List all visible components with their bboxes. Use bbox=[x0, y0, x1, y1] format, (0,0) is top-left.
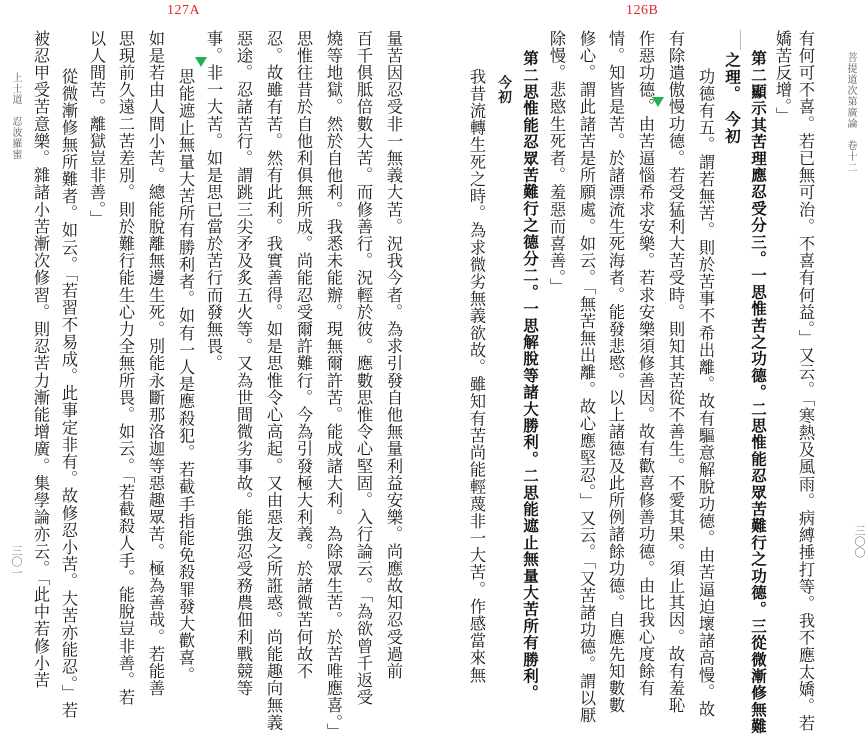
left-col-3: 燒等地獄。然於自他利。我悉未能辦。現無爾許苦。能成諸大利。為除眾生苦。於苦唯應喜。」 bbox=[324, 30, 343, 740]
green-triangle-marker-icon[interactable] bbox=[652, 97, 664, 107]
right-page-number: 三〇〇 bbox=[853, 525, 866, 558]
right-col-1: 有何可不喜。若已無可治。不喜有何益。」又云。「寒熱及風雨。病縛捶打等。我不應太嬌。若 bbox=[796, 30, 815, 732]
left-col-4: 思惟往昔於自他利俱無所成。尚能忍受爾許難行。今為引發極大利義。於諸微苦何故不 bbox=[294, 30, 313, 680]
left-col-12: 從微漸修無所難者。如云。「若習不易成。此事定非有。故修忍小苦。大苦亦能忍。」若 bbox=[59, 68, 78, 719]
right-page-margin-title: 菩提道次第廣論 卷十二 bbox=[845, 52, 856, 173]
left-col-8: 思能遮止無量大苦所有勝利者。如有一人是應殺犯。若截手指能免殺罪發大歡喜。 bbox=[176, 68, 195, 684]
right-col-10: 除慢。悲愍生死者。羞惡而喜善。」 bbox=[547, 30, 566, 296]
left-col-9: 如是若由人間小苦。總能脫離無邊生死。別能永斷那洛迦等惡趣眾苦。極為善哉。若能善 bbox=[146, 30, 165, 697]
green-triangle-marker-icon[interactable] bbox=[195, 57, 207, 67]
right-page-label: 126B bbox=[626, 3, 659, 18]
left-col-10: 思現前久遠二苦差別。則於難行能生心力全無所畏。如云。「若截殺人手。能脫豈非善。若 bbox=[116, 30, 135, 706]
left-page-number: 三〇一 bbox=[10, 545, 23, 578]
right-col-12-subheading: 今初 bbox=[496, 75, 512, 105]
right-col-9: 修心。謂此諸苦是所願處。如云。「無苦無出離。故心應堅忍。」又云。「又苦諸功德。謂以厭 bbox=[577, 30, 596, 724]
right-col-2: 嬌苦反增。」 bbox=[773, 30, 792, 125]
right-col-8: 情。知皆是苦。於諸漂流生死海者。能發悲愍。以上諸德及此所例諸餘功德。自應先知數數 bbox=[606, 30, 625, 714]
left-col-11: 以人間苦。離獄豈非善。」 bbox=[87, 30, 106, 228]
left-page-margin-title: 上士道 忍波羅蜜 bbox=[10, 72, 21, 160]
left-col-13: 被忍甲受苦意樂。雜諸小苦漸次修習。則忍苦力漸能增廣。集學論亦云。「此中若修小苦 bbox=[31, 30, 50, 689]
right-col-3-heading: 第二顯示其苦理應忍受分三。一思惟苦之功德。二思惟能忍眾苦難行之功德。三從微漸修無難 bbox=[749, 50, 768, 735]
left-page-label: 127A bbox=[167, 3, 201, 18]
right-col-7: 作惡功德。由苦逼惱希求安樂。若求安樂須修善因。故有歡喜修善功德。由比我心度餘有 bbox=[636, 30, 655, 697]
right-col-13: 我昔流轉生死之時。為求微劣無義欲故。雖知有苦尚能輕蔑非一大苦。作感當來無 bbox=[467, 68, 486, 684]
section-divider bbox=[740, 30, 741, 50]
right-col-5: 功德有五。謂若無苦。則於苦事不希出離。故有驅意解脫功德。由苦逼迫壞諸高慢。故 bbox=[696, 68, 715, 718]
left-col-1: 量苦因忍受非一無義大苦。況我今者。為求引發自他無量利益安樂。尚應故知忍受過前 bbox=[384, 30, 403, 680]
right-col-6: 有除遣傲慢功德。若受猛利大苦受時。則知其苦從不善生。不愛其果。須止其因。故有羞恥 bbox=[666, 30, 685, 714]
left-col-2: 百千俱胝倍數大苦。而修善行。況輕於彼。應數思惟令心堅固。入行論云。「為欲曾千返受 bbox=[354, 30, 373, 706]
right-col-11-heading: 第二思惟能忍眾苦難行之德分二。一思解脫等諸大勝利。二思能遮止無量大苦所有勝利。 bbox=[521, 50, 540, 702]
left-col-6: 惡途。忍諸苦行。謂跳三尖矛及炙五火等。又為世間微劣事故。能強忍受務農佃利戰競等 bbox=[234, 30, 253, 697]
left-col-7: 事。非一大苦。如是思已當於苦行而發無畏。 bbox=[204, 30, 223, 372]
right-col-4-heading-cont: 之理。 今初 bbox=[723, 52, 742, 145]
left-col-5: 忍。故雖有苦。然有此利。我實善得。如是思惟令心高起。又由惡友之所誑惑。尚能趣向無義 bbox=[264, 30, 283, 732]
